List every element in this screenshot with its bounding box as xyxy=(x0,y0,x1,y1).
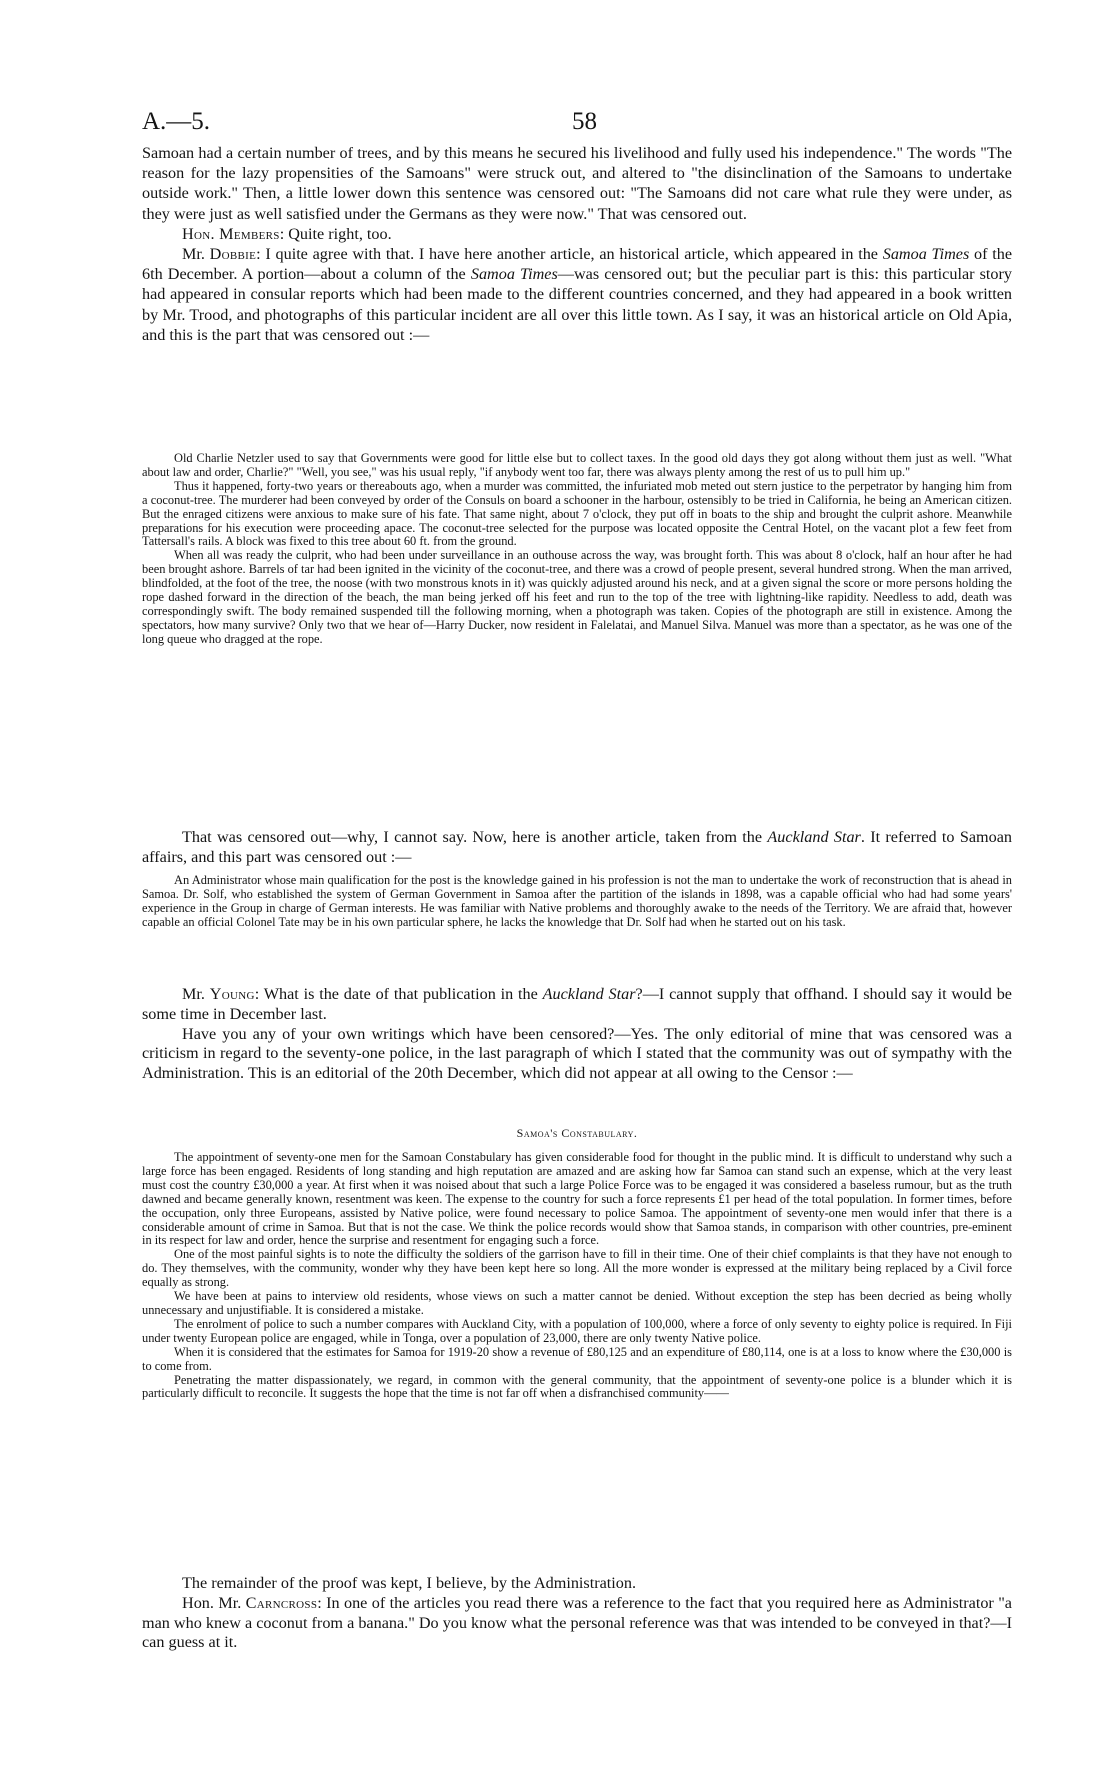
quote-paragraph: When it is considered that the estimates for Samoa for 1919-20 show a revenue of £80,125 and an expenditure of £80,114, one is at a loss to know where the £30,000 is to come from. xyxy=(142,1344,1012,1373)
paragraph-remainder-of-proof: The remainder of the proof was kept, I believe, by the Administration. xyxy=(182,1574,637,1592)
quoted-editorial-constabulary xyxy=(142,1126,1012,1401)
paragraph-own-writings: Have you any of your own writings which have been censored?—Yes. The only editorial of mine that was censored was a criticism in regard to the seventy-one police, in the last paragraph of which I stated that the community was out of sympathy with the Administration. This is an editorial of the 20th December, which did not appear at all owing to the Censor :— xyxy=(142,1024,1012,1083)
document-reference: A.—5. xyxy=(142,108,211,135)
editorial-heading: Samoa's Constabulary. xyxy=(516,1126,638,1140)
quote-paragraph: We have been at pains to interview old residents, whose views on such a matter cannot be denied. Without exception the step has been decried as being wholly unnecessary and unjustifiable. It is considered a mistake. xyxy=(142,1289,1012,1317)
testimony-block-1 xyxy=(142,143,1012,345)
quote-paragraph: Penetrating the matter dispassionately, we regard, in common with the general community, that the appointment of seventy-one police is a blunder which it is particularly difficult to reconcile. It suggests the hope that the time is not far off when a disfranchised community—— xyxy=(142,1372,1012,1401)
quoted-article-old-apia xyxy=(142,452,1012,647)
testimony-block-3 xyxy=(142,985,1012,1084)
speaker-name: Young xyxy=(209,985,255,1003)
paragraph-young: Mr. Young: What is the date of that publication in the Auckland Star?—I cannot supply that offhand. I should say it would be some time in December last. xyxy=(142,985,1012,1023)
speaker-name: Carncross xyxy=(245,1593,318,1612)
quoted-article-auckland-star xyxy=(142,874,1012,930)
page-number: 58 xyxy=(572,108,597,135)
quote-paragraph: When all was ready the culprit, who had been under surveillance in an outhouse across the way, was brought forth. This was about 8 o'clock, half an hour after he had been brought ashore. Barrels of tar had been ignited in the vicinity of the coconut-tree, and there was a crowd of people present, several hundred strong. When the man arrived, blindfolded, at the foot of the tree, the noose (with two monstrous knots in it) was quickly adjusted around his neck, and at a given signal the score or more persons holding the rope dashed forward in the direction of the beach, the man being jerked off his feet and run to the top of the tree with lightning-like rapidity. Needless to add, death was correspondingly swift. The body remained suspended till the following morning, when a photograph was taken. Copies of the photograph are still in existence. Among the spectators, how many survive? Only two that we hear of—Harry Ducker, now resident in Falelatai, and Manuel Silva. Manuel was more than a spectator, as he was one of the long queue who dragged at the rope. xyxy=(142,548,1012,646)
paragraph-censored-why: That was censored out—why, I cannot say. Now, here is another article, taken from the Auckland Star. It referred to Samoan affairs, and this part was censored out :— xyxy=(142,828,1012,866)
speaker-name: Hon. Members xyxy=(182,224,280,243)
publication-title: Auckland Star xyxy=(767,828,861,846)
paragraph-carncross: Hon. Mr. Carncross: In one of the articles you read there was a reference to the fact that you required here as Administrator "a man who knew a coconut from a banana." Do you know what the personal reference was that was intended to be conveyed in that?—I can guess at it. xyxy=(142,1593,1012,1652)
quote-paragraph: One of the most painful sights is to note the difficulty the soldiers of the garrison have to fill in their time. One of their chief complaints is that they have not enough to do. They themselves, with the community, wonder why they have been kept here so long. All the more wonder is expressed at the military being replaced by a Civil force equally as strong. xyxy=(142,1247,1012,1290)
publication-title: Samoa Times xyxy=(470,265,558,284)
publication-title: Samoa Times xyxy=(882,245,970,264)
testimony-block-4 xyxy=(142,1574,1012,1653)
paragraph-samoan-trees: Samoan had a certain number of trees, and by this means he secured his livelihood and fully used his independence." The words "The reason for the lazy propensities of the Samoans" were struck out, and altered to "the disinclination of the Samoans to undertake outside work." Then, a little lower down this sentence was censored out: "The Samoans did not care what rule they were under, as they were just as well satisfied under the Germans as they were now." That was censored out. xyxy=(142,144,1012,223)
publication-title: Auckland Star xyxy=(542,985,636,1003)
speaker-name: Dobbie xyxy=(209,245,257,264)
quote-paragraph: An Administrator whose main qualification for the post is the knowledge gained in his profession is not the man to undertake the work of reconstruction that is ahead in Samoa. Dr. Solf, who established the system of German Government in Samoa after the partition of the islands in 1898, was a capable official who had had some years' experience in the Group in charge of German interests. He was familiar with Native problems and thoroughly awake to the needs of the Territory. We are afraid that, however capable an official Colonel Tate may be in his own particular sphere, he lacks the knowledge that Dr. Solf had when he started out on his task. xyxy=(142,873,1012,929)
testimony-block-2 xyxy=(142,828,1012,868)
quote-paragraph: Thus it happened, forty-two years or thereabouts ago, when a murder was committed, the infuriated mob meted out stern justice to the perpetrator by hanging him from a coconut-tree. The murderer had been conveyed by order of the Consuls on board a schooner in the harbour, ostensibly to be tried in California, he being an American citizen. But the enraged citizens were anxious to make sure of his fate. That same night, about 7 o'clock, they put off in boats to the ship and brought the culprit ashore. Meanwhile preparations for his execution were proceeding apace. The coconut-tree selected for the purpose was located opposite the Central Hotel, on the vacant plot a few feet from Tattersall's rails. A block was fixed to this tree about 60 ft. from the ground. xyxy=(142,478,1012,549)
quote-paragraph: The enrolment of police to such a number compares with Auckland City, with a population of 100,000, where a force of only seventy to eighty police is required. In Fiji under twenty European police are engaged, while in Tonga, over a population of 23,000, there are only twenty Native police. xyxy=(142,1316,1012,1345)
paragraph-hon-members: Hon. Members: Quite right, too. xyxy=(182,224,392,243)
quote-paragraph: The appointment of seventy-one men for the Samoan Constabulary has given considerable food for thought in the public mind. It is difficult to understand why such a large force has been engaged. Residents of long standing and high reputation are amazed and are asking how far Samoa can stand such an expense, which at the very least must cost the country £30,000 a year. At first when it was noised about that such a large Police Force was to be engaged it was considered a baseless rumour, but as the truth dawned and became generally known, resentment was keen. The expense to the country for such a force represents £1 per head of the total population. In former times, before the occupation, only three Europeans, assisted by Native police, were found necessary to police Samoa. The appointment of seventy-one men would infer that there is a considerable amount of crime in Samoa. But that is not the case. We think the police records would show that Samoa stands, in comparison with other countries, pre-eminent in its respect for law and order, hence the surprise and resentment for engaging such a force. xyxy=(142,1150,1012,1248)
quote-paragraph: Old Charlie Netzler used to say that Governments were good for little else but to collect taxes. In the good old days they got along without them just as well. "What about law and order, Charlie?" "Well, you see," was his usual reply, "if anybody went too far, there was always plenty among the rest of us to pull him up." xyxy=(142,451,1012,479)
paragraph-dobbie: Mr. Dobbie: I quite agree with that. I have here another article, an historical article, which appeared in the Samoa Times of the 6th December. A portion—about a column of the Samoa Times—was censored out; but the peculiar part is this: this particular story had appeared in consular reports which had been made to the different countries concerned, and they had appeared in a book written by Mr. Trood, and photographs of this particular incident are all over this little town. As I say, it was an historical article on Old Apia, and this is the part that was censored out :— xyxy=(142,245,1013,344)
